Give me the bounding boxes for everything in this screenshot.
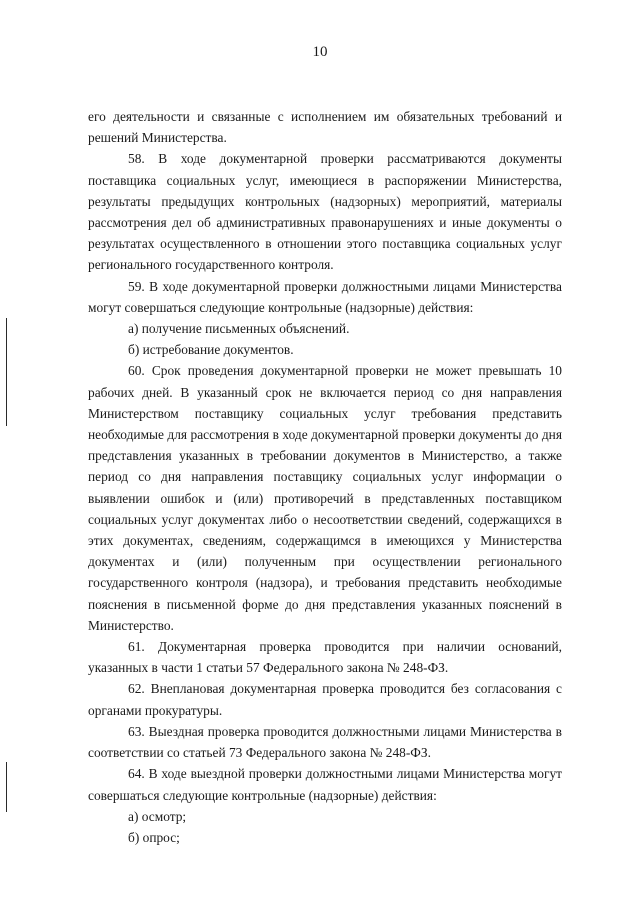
paragraph-63: 63. Выездная проверка проводится должностными лицами Министерства в соответствии со статьей 73 Федерального закона № 248-ФЗ. bbox=[88, 723, 562, 761]
list-item-59-a: а) получение письменных объяснений. bbox=[128, 321, 350, 337]
page-number: 10 bbox=[312, 44, 328, 60]
scan-margin-line bbox=[6, 762, 7, 812]
list-item-64-b: б) опрос; bbox=[128, 829, 180, 845]
scan-margin-line bbox=[6, 318, 7, 426]
paragraph-58: 58. В ходе документарной проверки рассматриваются документы поставщика социальных услуг, имеющиеся в распоряжении Министерства, результаты предыдущих контрольных (надзорных) мероприятий, материалы рассмотрения дел об административных правонарушениях и иные документы о результатах осуществленного в отношении этого поставщика социальных услуг регионального государственного контроля. bbox=[88, 151, 562, 273]
paragraph-60: 60. Срок проведения документарной проверки не может превышать 10 рабочих дней. В указанный срок не включается период со дня направления Министерством поставщику социальных услуг требования представить необходимые для рассмотрения в ходе документарной проверки документы до дня представления указанных в требовании документов в Министерство, а также период со дня направления поставщику социальных услуг информации о выявлении ошибок и (или) противоречий в представленных поставщиком социальных услуг документах либо о несоответствии сведений, содержащихся в этих документах, сведениям, содержащимся в имеющихся у Министерства документах и (или) полученным при осуществлении регионального государственного контроля (надзора), и требования представить необходимые пояснения в письменной форме до дня представления указанных пояснений в Министерство. bbox=[88, 363, 562, 633]
paragraph-62: 62. Внеплановая документарная проверка проводится без согласования с органами прокуратуры. bbox=[88, 681, 562, 718]
list-item-64-a: а) осмотр; bbox=[128, 808, 187, 824]
paragraph-61: 61. Документарная проверка проводится при наличии оснований, указанных в части 1 статьи 57 Федерального закона № 248-ФЗ. bbox=[88, 639, 562, 676]
paragraph-continuation: его деятельности и связанные с исполнением им обязательных требований и решений Министерства. bbox=[88, 109, 562, 146]
document-body bbox=[88, 106, 562, 848]
paragraph-64: 64. В ходе выездной проверки должностными лицами Министерства могут совершаться следующие контрольные (надзорные) действия: bbox=[88, 766, 562, 803]
list-item-59-b: б) истребование документов. bbox=[128, 342, 294, 358]
paragraph-59: 59. В ходе документарной проверки должностными лицами Министерства могут совершаться следующие контрольные (надзорные) действия: bbox=[88, 278, 562, 315]
